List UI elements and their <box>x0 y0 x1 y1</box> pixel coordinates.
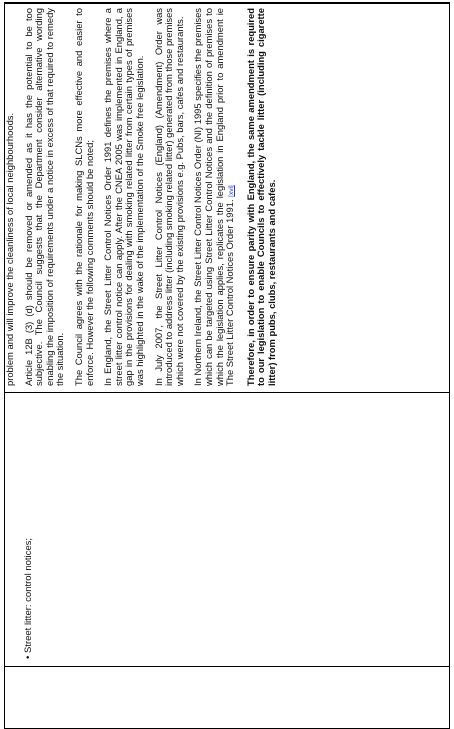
paragraph-conclusion: Therefore, in order to ensure parity with England, the same amendment is required to our legislation to enable Councils to effectively tackle litter (including cigarette litter) from pubs, clubs, restaurants and cafes. <box>244 8 277 386</box>
paragraph-article-12b: Article 12B (3) (d) should be removed or amended as it has the potential to be too subjective. The Council suggests that the Department consider alternative wording enabling the imposition of requirements under a notice in excess of that required to remedy the situation. <box>22 8 66 386</box>
intro-line: problem and will improve the cleanliness of local neighbourhoods. <box>4 112 15 386</box>
bullet-street-litter: • Street litter: control notices; <box>23 537 34 659</box>
paragraph-england-order-1991: In England, the Street Litter Control Notices Order 1991 defines the premises where a street litter control notice can apply. After the CNEA 2005 was implemented in England, a gap in the provisions for dealing with smoking related litter from certain types of premises was highlighted in the wake of the implementation of the Smoke free legislation. <box>102 8 145 386</box>
paragraph-council-agrees: The Council agrees with the rationale for making SLCNs more effective and easier to enforce. However the following comments should be noted; <box>72 8 95 386</box>
paragraph-northern-ireland-text: In Northern Ireland, the Street Litter Control Notices Order (NI) 1995 specifies the premises which can be targeted using Street Litter Control Notices and the definition of premises to which the legislation applies, replicates the legislation in England prior to amendment ie The Street Litter Control Notices Order 1991. <box>192 8 236 386</box>
table-divider-left-column <box>4 666 450 667</box>
paragraph-northern-ireland <box>193 8 237 386</box>
comments-text <box>5 8 285 386</box>
paragraph-july-2007: In July 2007, the Street Litter Control Notices (England) (Amendment) Order was introduced to address litter (including smoking related litter) generated from those premises which were not covered by the existing provisions e.g. Pubs, bars, cafes and restaurants. <box>152 8 185 386</box>
footnote-reference-link[interactable]: [xvi] <box>228 185 236 197</box>
